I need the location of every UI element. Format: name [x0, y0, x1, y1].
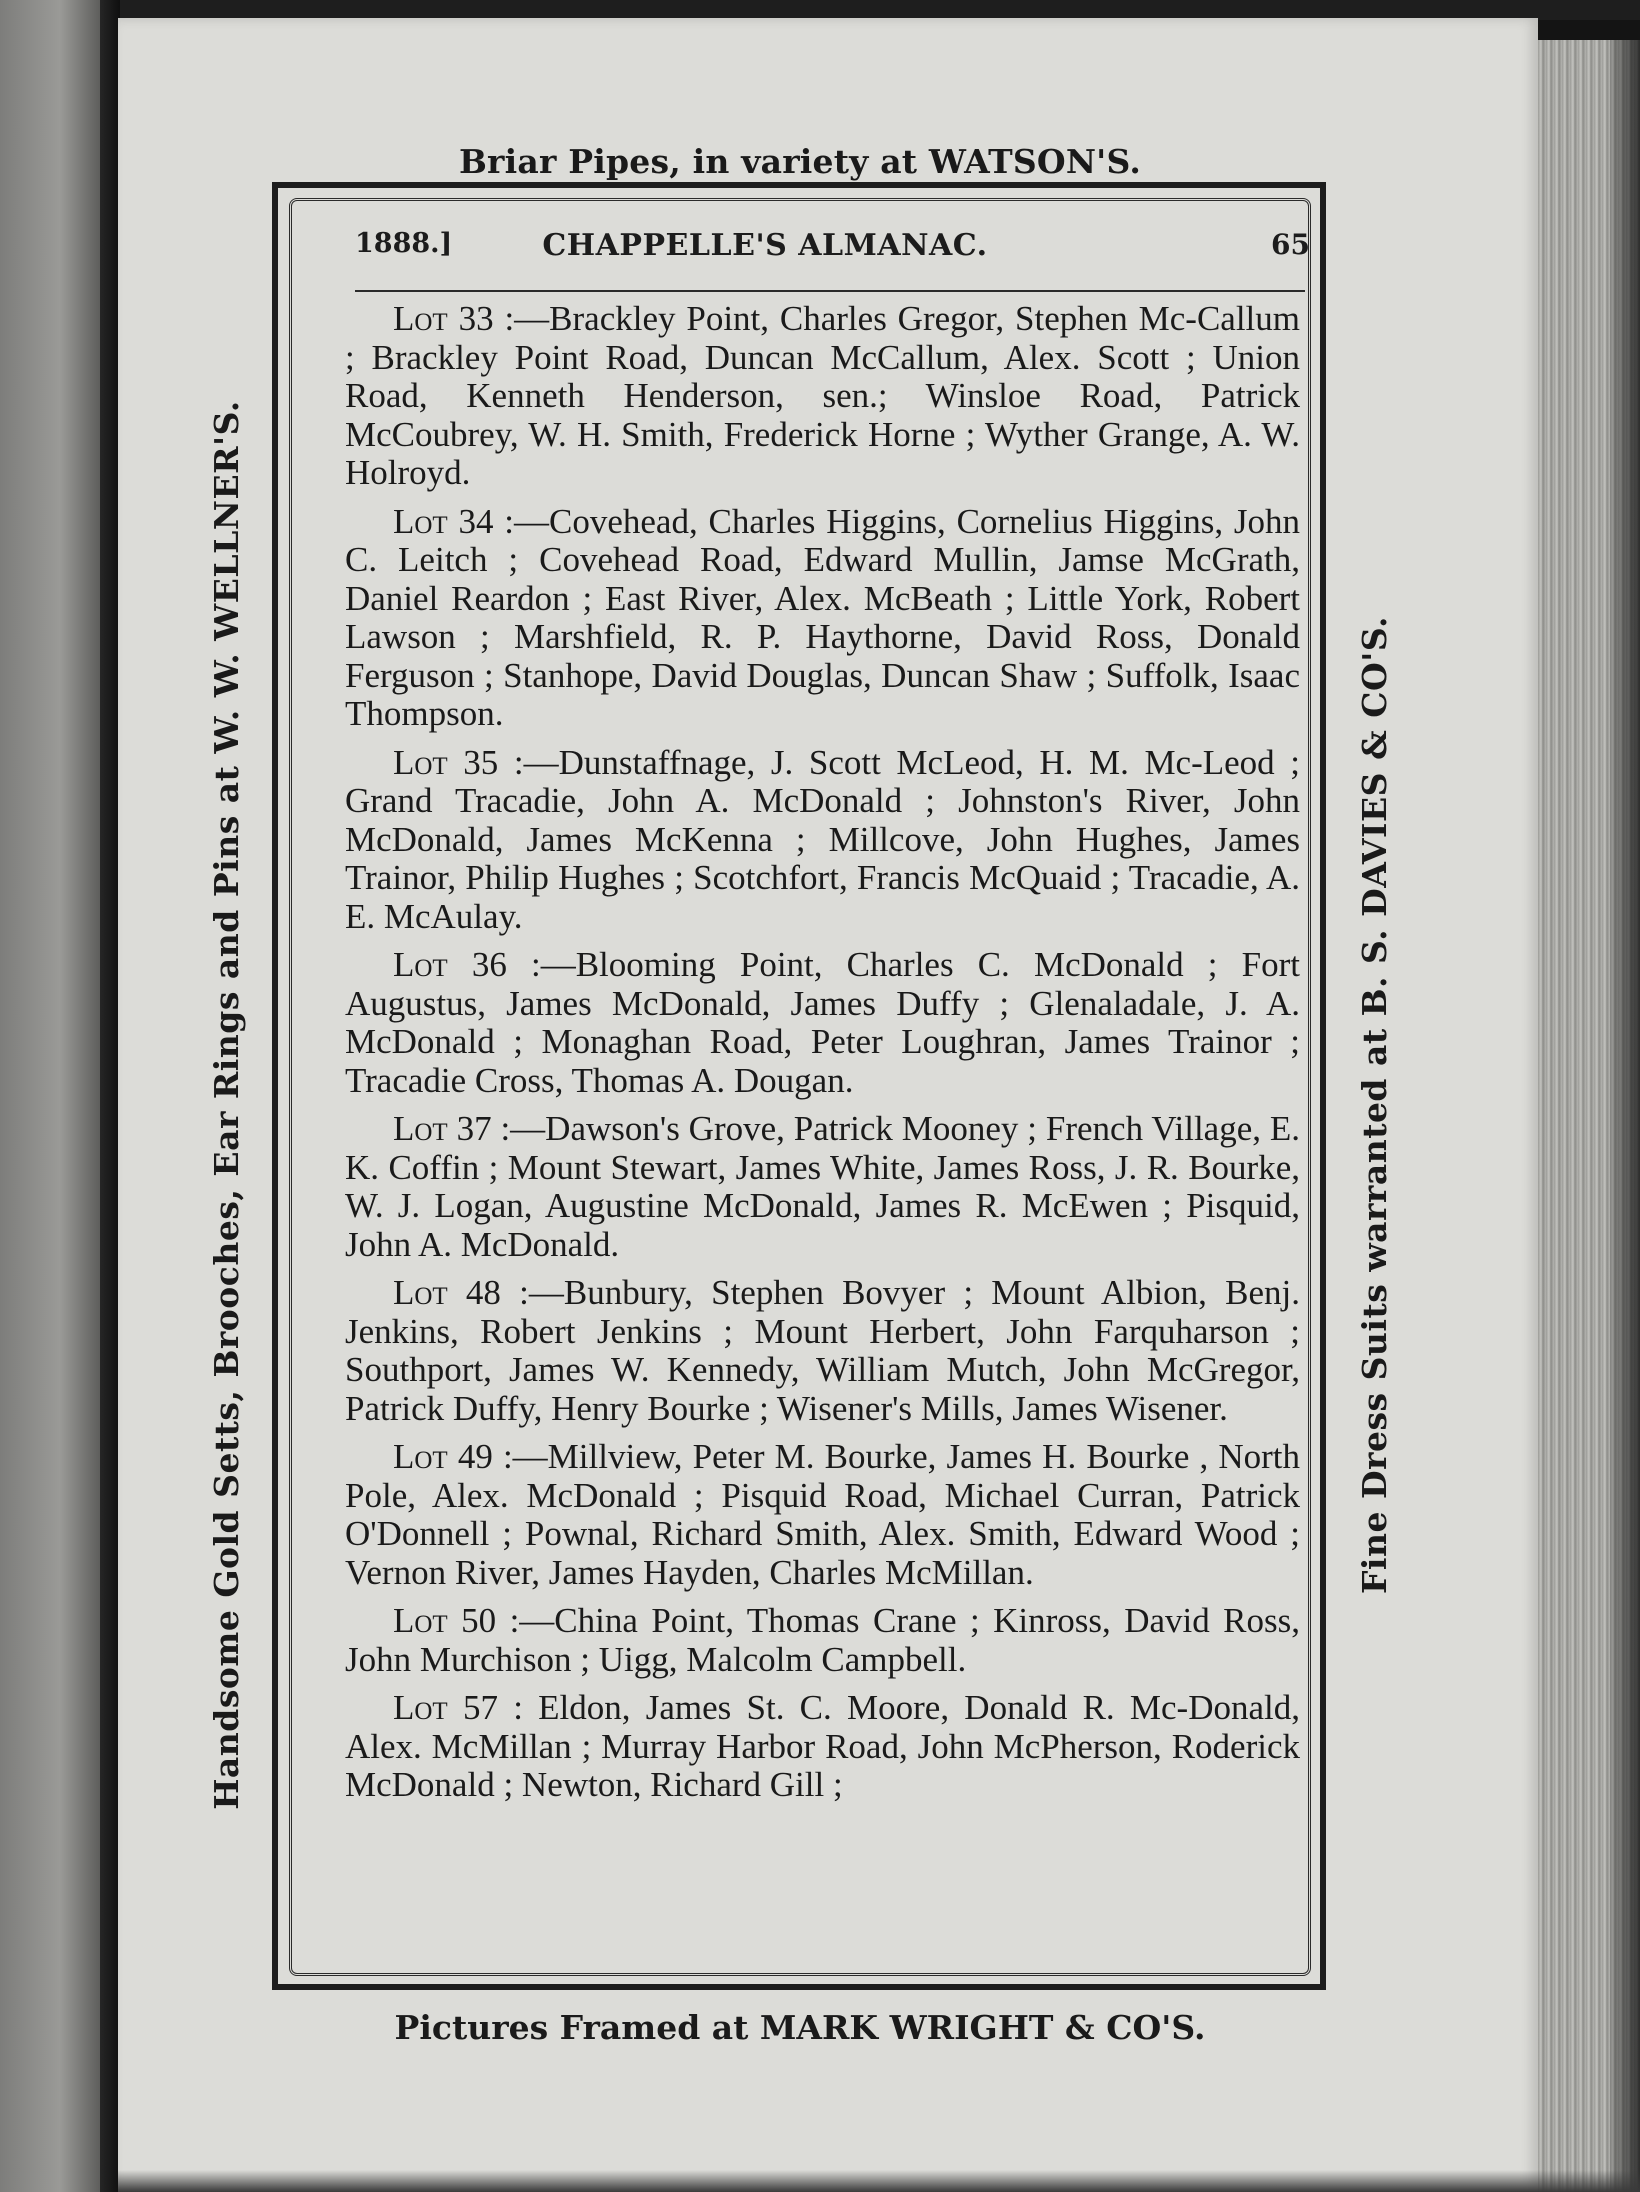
lot-text: :—Covehead, Charles Higgins, Cornelius Higgins, John C. Leitch ; Covehead Road, Edward Mullin, Jamse McGrath, Daniel Reardon ; East River, Alex. McBeath ; Little York, Robert Lawson ; Marshfield, R. P. Haythorne, David Ross, Donald Ferguson ; Stanhope, David Douglas, Duncan Shaw ; Suffolk, Isaac Thompson.: [345, 501, 1300, 733]
running-head-year: 1888.]: [355, 228, 453, 259]
lot-text: :—Millview, Peter M. Bourke, James H. Bourke , North Pole, Alex. McDonald ; Pisquid Road, Michael Curran, Patrick O'Donnell ; Pownal, Richard Smith, Alex. Smith, Edward Wood ; Vernon River, James Hayden, Charles McMillan.: [345, 1437, 1300, 1592]
lot-entry: [345, 1689, 1300, 1805]
lot-entry: [345, 1274, 1300, 1428]
lot-text: :—Brackley Point, Charles Gregor, Stephen Mc-Callum ; Brackley Point Road, Duncan McCallum, Alex. Scott ; Union Road, Kenneth Henderson, sen.; Winsloe Road, Patrick McCoubrey, W. H. Smith, Frederick Horne ; Wyther Grange, A. W. Holroyd.: [345, 299, 1300, 492]
lot-text: :—China Point, Thomas Crane ; Kinross, David Ross, John Murchison ; Uigg, Malcolm Campbell.: [345, 1601, 1300, 1679]
bottom-shadow: [118, 2170, 1640, 2192]
lot-entry: [345, 1602, 1300, 1679]
advertisement-bottom: Pictures Framed at MARK WRIGHT & CO'S.: [394, 2008, 1206, 2047]
lot-label: Lot 50: [393, 1601, 497, 1640]
lot-label: Lot 57: [393, 1688, 498, 1727]
lot-label: Lot 35: [393, 742, 499, 782]
lot-label: Lot 37: [393, 1109, 492, 1148]
lot-entry: [345, 503, 1300, 734]
lot-label: Lot 48: [393, 1273, 501, 1312]
lot-entry: [345, 1438, 1300, 1592]
scan-background-top: [0, 0, 1640, 20]
running-head-title: CHAPPELLE'S ALMANAC.: [542, 228, 988, 263]
lot-label: Lot 36: [393, 945, 507, 984]
page-stack-edges: [1538, 40, 1640, 2192]
advertisement-left: Handsome Gold Setts, Brooches, Ear Rings and Pins at W. W. WELLNER'S.: [207, 400, 246, 1810]
lot-text: : Eldon, James St. C. Moore, Donald R. Mc-Donald, Alex. McMillan ; Murray Harbor Road, John McPherson, Roderick McDonald ; Newton, Richard Gill ;: [345, 1688, 1300, 1804]
lot-entry: [345, 300, 1300, 493]
page-number: 65: [1271, 228, 1310, 261]
header-rule: [355, 290, 1305, 292]
lot-entry: [345, 1110, 1300, 1264]
lot-text: :—Bunbury, Stephen Bovyer ; Mount Albion, Benj. Jenkins, Robert Jenkins ; Mount Herbert, John Farquharson ; Southport, James W. Kennedy, William Mutch, John McGregor, Patrick Duffy, Henry Bourke ; Wisener's Mills, James Wisener.: [345, 1273, 1300, 1428]
advertisement-right: Fine Dress Suits warranted at B. S. DAVIES & CO'S.: [1355, 616, 1394, 1594]
running-head: [355, 228, 1310, 272]
facing-page-edge: [0, 0, 100, 2192]
lot-entry: [345, 946, 1300, 1100]
lot-label: Lot 33: [393, 299, 494, 338]
lot-list: [345, 300, 1300, 1815]
lot-label: Lot 34: [393, 501, 494, 541]
lot-text: :—Dawson's Grove, Patrick Mooney ; French Village, E. K. Coffin ; Mount Stewart, James White, James Ross, J. R. Bourke, W. J. Logan, Augustine McDonald, James R. McEwen ; Pisquid, John A. McDonald.: [345, 1109, 1300, 1264]
lot-text: :—Dunstaffnage, J. Scott McLeod, H. M. Mc-Leod ; Grand Tracadie, John A. McDonald ; Johnston's River, John McDonald, James McKenna ; Millcove, John Hughes, James Trainor, Philip Hughes ; Scotchfort, Francis McQuaid ; Tracadie, A. E. McAulay.: [345, 742, 1300, 936]
lot-label: Lot 49: [393, 1437, 493, 1476]
lot-entry: [345, 744, 1300, 937]
advertisement-top: Briar Pipes, in variety at WATSON'S.: [458, 142, 1142, 181]
lot-text: :—Blooming Point, Charles C. McDonald ; Fort Augustus, James McDonald, James Duffy ; Glenaladale, J. A. McDonald ; Monaghan Road, Peter Loughran, James Trainor ; Tracadie Cross, Thomas A. Dougan.: [345, 945, 1300, 1100]
